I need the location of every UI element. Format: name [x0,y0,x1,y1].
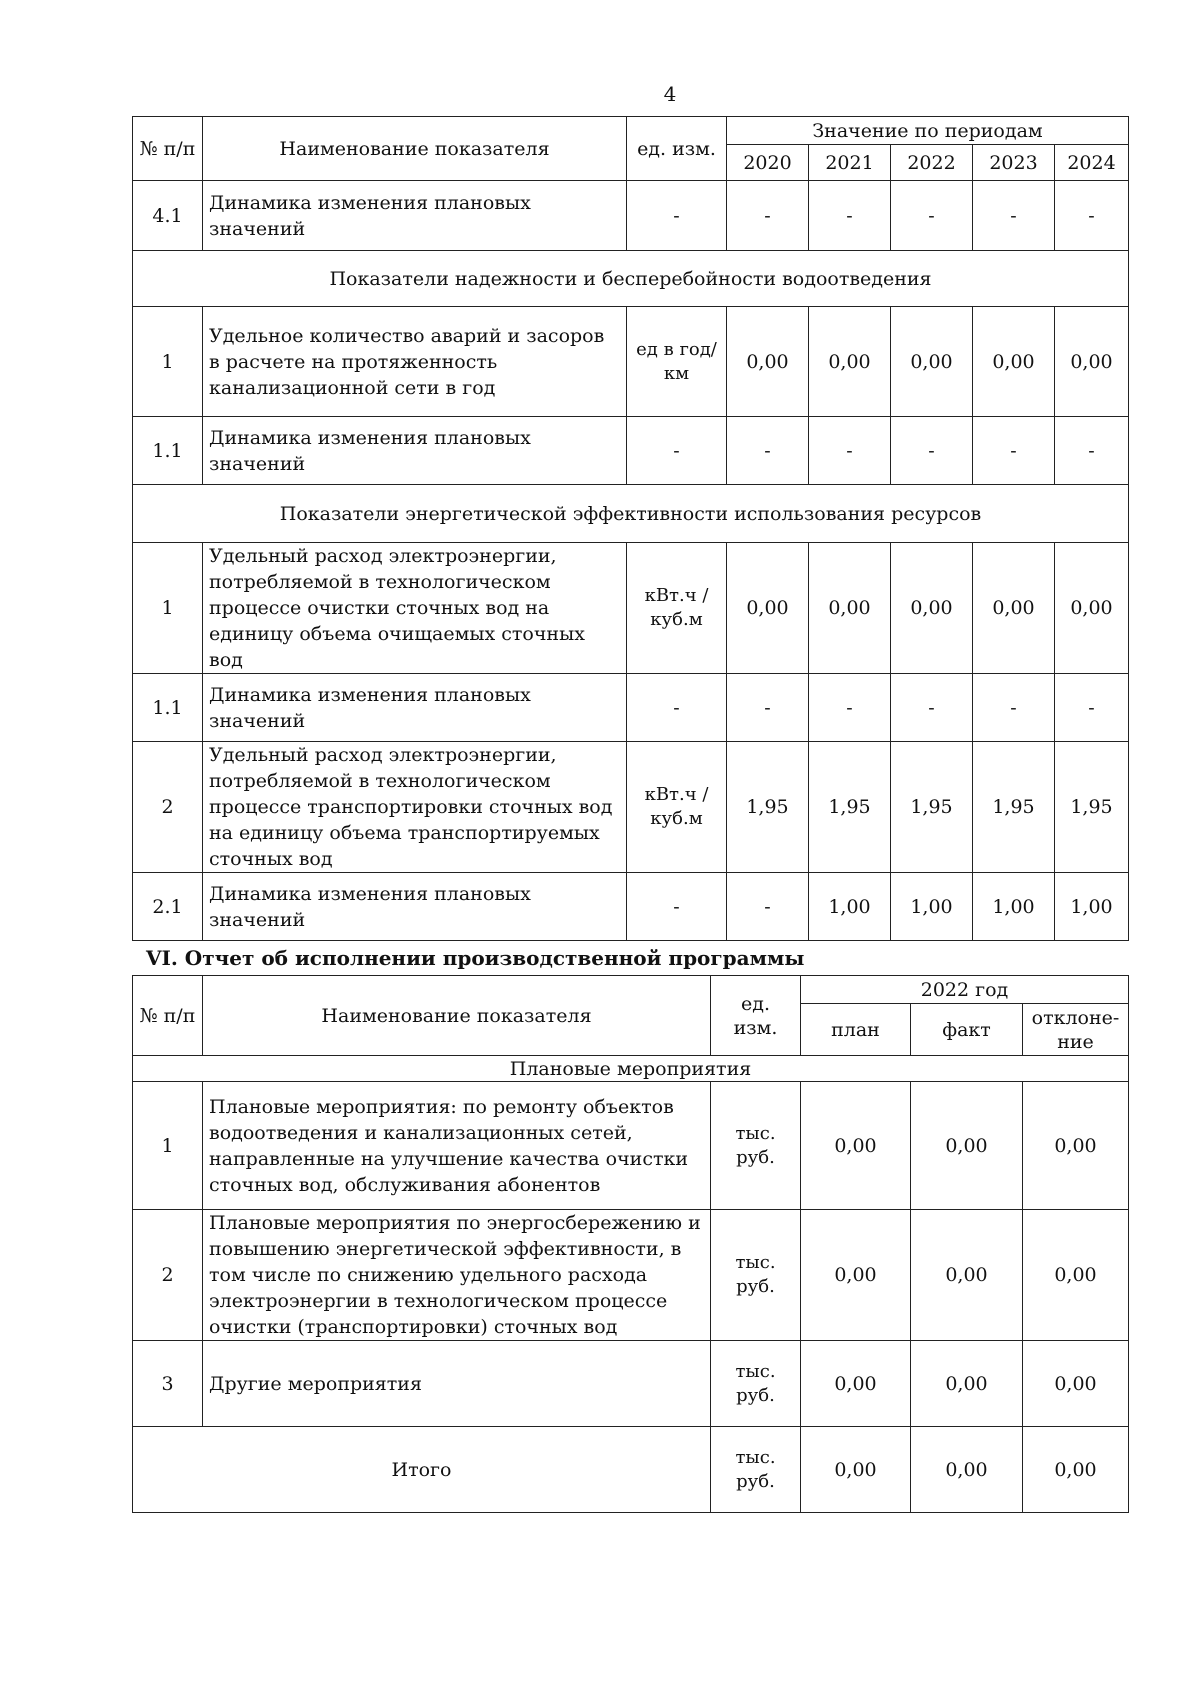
row-value: - [891,181,973,251]
header-year: 2020 [727,145,809,181]
header-unit: ед. изм. [711,976,801,1056]
row-value: 1,95 [973,742,1055,873]
total-deviation: 0,00 [1023,1427,1129,1513]
row-name: Удельный расход электроэнергии, потребляемой в технологическом процессе транспортировки сточных вод на единицу объема транспортируемых сточных вод [203,742,627,873]
indicators-table [132,116,1129,941]
row-plan: 0,00 [801,1082,911,1210]
header-num: № п/п [133,976,203,1056]
row-value: - [809,417,891,485]
row-value: 0,00 [809,543,891,674]
row-plan: 0,00 [801,1210,911,1341]
row-value: 0,00 [891,543,973,674]
row-value: 1,95 [727,742,809,873]
row-num: 1 [133,307,203,417]
table-row [133,307,1129,417]
row-unit: тыс. руб. [711,1341,801,1427]
row-value: 0,00 [809,307,891,417]
row-value: 0,00 [727,543,809,674]
header-fact: факт [911,1004,1023,1056]
row-unit: кВт.ч / куб.м [627,742,727,873]
table-row [133,1210,1129,1341]
section-title: Показатели надежности и бесперебойности водоотведения [133,251,1129,307]
row-value: 1,00 [809,873,891,941]
row-unit: тыс. руб. [711,1210,801,1341]
total-unit: тыс. руб. [711,1427,801,1513]
table-row [133,674,1129,742]
total-row [133,1427,1129,1513]
header-year: 2023 [973,145,1055,181]
row-value: - [973,181,1055,251]
header-plan: план [801,1004,911,1056]
row-value: 1,00 [973,873,1055,941]
row-unit: - [627,674,727,742]
header-name: Наименование показателя [203,976,711,1056]
page-number: 4 [663,82,677,106]
row-value: 1,95 [809,742,891,873]
row-unit: тыс. руб. [711,1082,801,1210]
row-deviation: 0,00 [1023,1210,1129,1341]
row-num: 1.1 [133,417,203,485]
header-periods: Значение по периодам [727,117,1129,145]
row-name: Динамика изменения плановых значений [203,674,627,742]
row-value: - [1055,417,1129,485]
row-value: - [727,417,809,485]
table-row [133,543,1129,674]
row-num: 1 [133,1082,203,1210]
section-row-planned [133,1056,1129,1082]
row-value: - [891,417,973,485]
row-num: 4.1 [133,181,203,251]
row-name: Динамика изменения плановых значений [203,873,627,941]
row-name: Удельный расход электроэнергии, потребляемой в технологическом процессе очистки сточных вод на единицу объема очищаемых сточных вод [203,543,627,674]
header-year: 2021 [809,145,891,181]
row-num: 3 [133,1341,203,1427]
table-row [133,873,1129,941]
table-row [133,417,1129,485]
row-num: 2 [133,742,203,873]
row-value: 0,00 [973,307,1055,417]
row-unit: - [627,873,727,941]
section-title: Плановые мероприятия [133,1056,1129,1082]
row-value: - [1055,674,1129,742]
row-unit: ед в год/ км [627,307,727,417]
row-unit: кВт.ч / куб.м [627,543,727,674]
table-header-row [133,976,1129,1004]
section-vi-title: VI. Отчет об исполнении производственной программы [146,946,805,970]
header-deviation: отклоне-ние [1023,1004,1129,1056]
row-fact: 0,00 [911,1082,1023,1210]
row-value: - [973,417,1055,485]
row-value: - [809,181,891,251]
row-value: - [891,674,973,742]
table-row [133,1341,1129,1427]
row-value: 0,00 [973,543,1055,674]
row-name: Плановые мероприятия: по ремонту объектов водоотведения и канализационных сетей, направленные на улучшение качества очистки сточных вод, обслуживания абонентов [203,1082,711,1210]
header-year: 2024 [1055,145,1129,181]
program-report-table [132,975,1129,1513]
row-num: 1.1 [133,674,203,742]
header-num: № п/п [133,117,203,181]
table-header-row [133,117,1129,145]
table-row [133,181,1129,251]
header-unit: ед. изм. [627,117,727,181]
row-value: 1,00 [1055,873,1129,941]
row-deviation: 0,00 [1023,1341,1129,1427]
row-value: - [727,674,809,742]
row-value: - [973,674,1055,742]
row-num: 2.1 [133,873,203,941]
total-plan: 0,00 [801,1427,911,1513]
row-unit: - [627,417,727,485]
row-name: Удельное количество аварий и засоров в расчете на протяженность канализационной сети в год [203,307,627,417]
row-fact: 0,00 [911,1341,1023,1427]
row-value: 0,00 [727,307,809,417]
row-value: - [727,181,809,251]
table-row [133,742,1129,873]
header-year: 2022 [891,145,973,181]
row-name: Динамика изменения плановых значений [203,181,627,251]
row-value: 1,95 [891,742,973,873]
section-row-energy [133,485,1129,543]
row-value: - [1055,181,1129,251]
row-unit: - [627,181,727,251]
row-value: - [809,674,891,742]
total-label: Итого [133,1427,711,1513]
section-row-reliability [133,251,1129,307]
row-num: 2 [133,1210,203,1341]
total-fact: 0,00 [911,1427,1023,1513]
row-name: Динамика изменения плановых значений [203,417,627,485]
row-value: 0,00 [1055,543,1129,674]
header-year: 2022 год [801,976,1129,1004]
row-value: 1,95 [1055,742,1129,873]
row-name: Плановые мероприятия по энергосбережению и повышению энергетической эффективности, в том числе по снижению удельного расхода электроэнергии в технологическом процессе очистки (транспортировки) сточных вод [203,1210,711,1341]
row-plan: 0,00 [801,1341,911,1427]
row-value: 1,00 [891,873,973,941]
section-title: Показатели энергетической эффективности использования ресурсов [133,485,1129,543]
row-deviation: 0,00 [1023,1082,1129,1210]
table-row [133,1082,1129,1210]
row-value: 0,00 [891,307,973,417]
row-num: 1 [133,543,203,674]
row-name: Другие мероприятия [203,1341,711,1427]
row-value: 0,00 [1055,307,1129,417]
row-fact: 0,00 [911,1210,1023,1341]
header-name: Наименование показателя [203,117,627,181]
row-value: - [727,873,809,941]
